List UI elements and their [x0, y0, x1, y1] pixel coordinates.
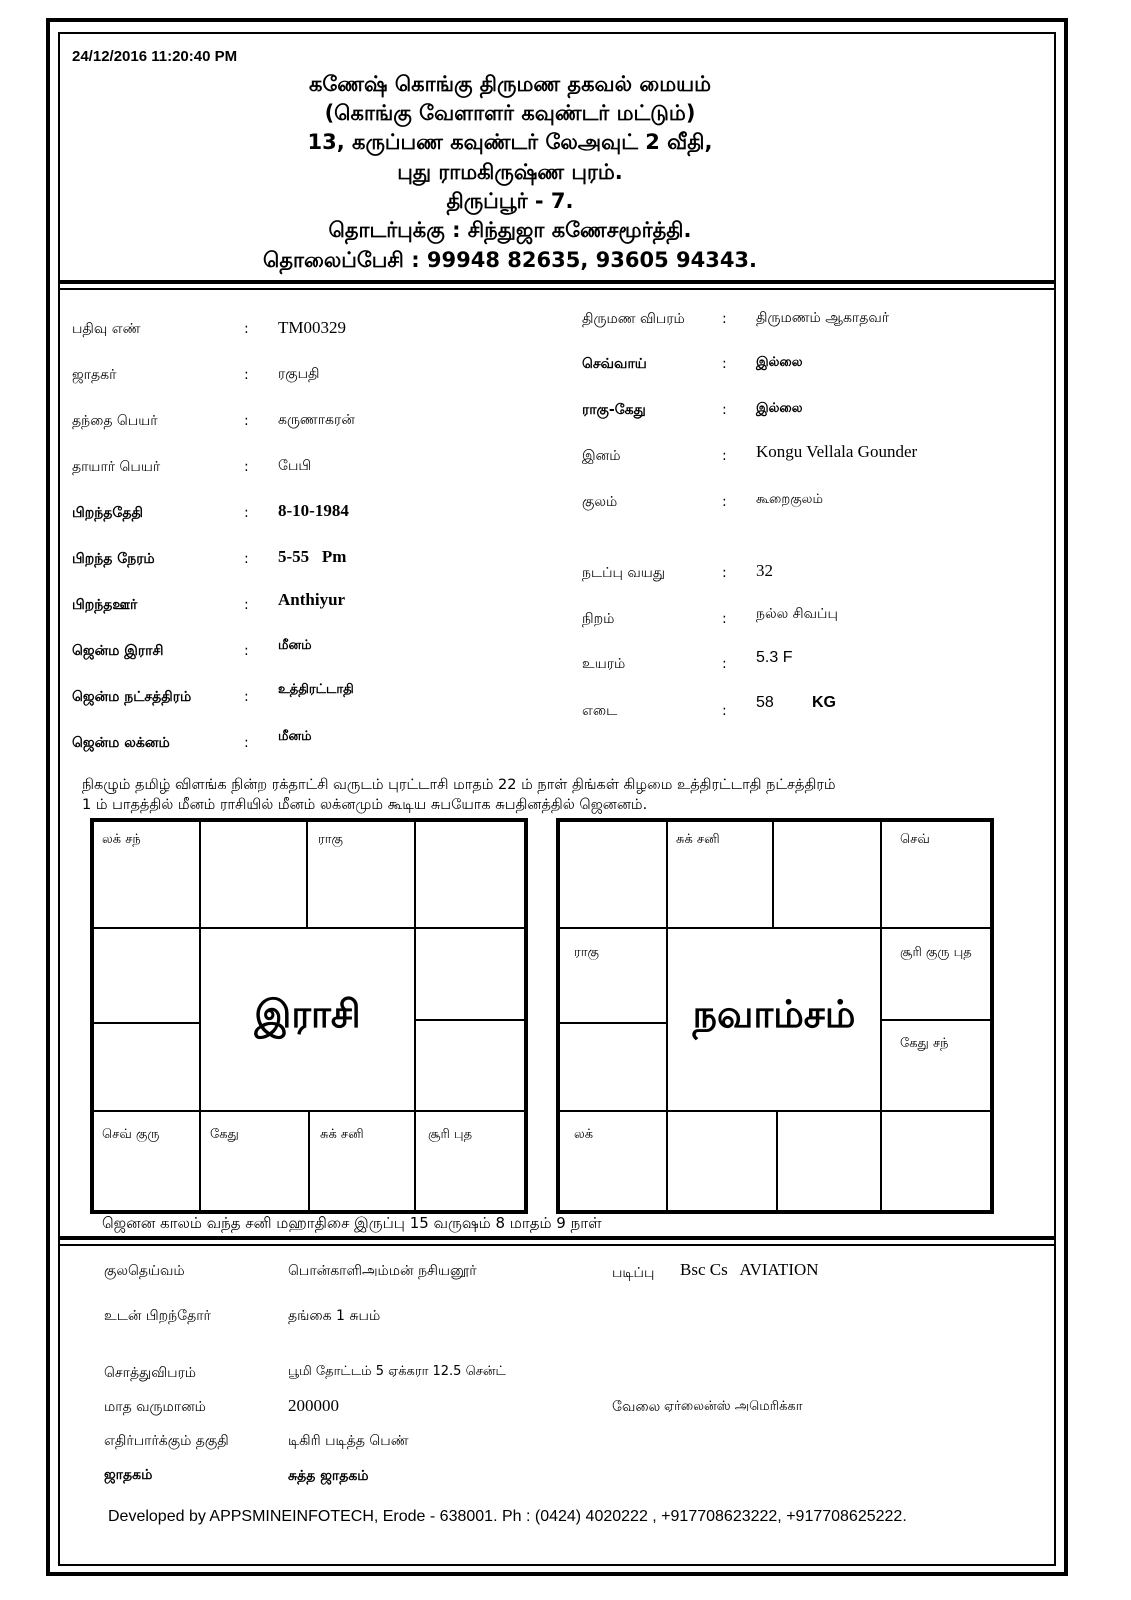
- colon: :: [244, 597, 249, 613]
- center-community: (கொங்கு வேளாளர் கவுண்டர் மட்டும்): [324, 101, 696, 125]
- detail-label: எடை: [582, 703, 618, 719]
- marital-status: திருமணம் ஆகாதவர்: [756, 310, 890, 326]
- navamsam-grid-line: [880, 1110, 882, 1214]
- janma-lagnam: மீனம்: [278, 729, 312, 744]
- navamsam-grid-line: [776, 1110, 778, 1214]
- janma-star: உத்திரட்டாதி: [278, 682, 354, 697]
- colon: :: [722, 565, 727, 581]
- detail-label: குலம்: [582, 494, 618, 510]
- navamsam-house-3: செவ்: [900, 832, 930, 847]
- rasi-chart-title: இராசி: [254, 992, 361, 1036]
- colon: :: [244, 551, 249, 567]
- colon: :: [722, 494, 727, 510]
- detail-label: தந்தை பெயர்: [72, 413, 158, 429]
- center-address-city: திருப்பூர் - 7.: [446, 189, 574, 213]
- rasi-grid-line: [90, 927, 528, 929]
- expectation-value: டிகிரி படித்த பெண்: [288, 1433, 409, 1449]
- detail-label: பதிவு எண்: [72, 321, 141, 337]
- job-value: ஏர்லைன்ஸ் அமெரிக்கா: [664, 1399, 803, 1414]
- center-contact: தொடர்புக்கு : சிந்துஜா கணேசமூர்த்தி.: [328, 218, 692, 242]
- kuladeivam-label: குலதெய்வம்: [104, 1263, 185, 1279]
- rasi-grid-line: [199, 818, 201, 1112]
- detail-label: ஜென்ம நட்சத்திரம்: [72, 689, 192, 705]
- center-address-area: புது ராமகிருஷ்ண புரம்.: [397, 160, 623, 184]
- job-label: வேலை: [612, 1399, 661, 1415]
- height: 5.3 F: [756, 649, 793, 666]
- income-label: மாத வருமானம்: [104, 1399, 206, 1415]
- colon: :: [244, 367, 249, 383]
- weight-unit: KG: [812, 694, 836, 711]
- expectation-label: எதிர்பார்க்கும் தகுதி: [104, 1433, 229, 1449]
- birth-time: 5-55 Pm: [278, 547, 347, 566]
- header-divider: [58, 280, 1056, 284]
- siblings-label: உடன் பிறந்தோர்: [104, 1308, 211, 1324]
- rasi-grid-line: [308, 1110, 310, 1214]
- colon: :: [244, 643, 249, 659]
- rasi-grid-line: [90, 1022, 200, 1024]
- detail-label: ஜென்ம இராசி: [72, 643, 164, 659]
- rasi-grid-line: [416, 1019, 528, 1021]
- detail-label: ஜாதகர்: [72, 367, 117, 383]
- navamsam-chart-title: நவாம்சம்: [692, 992, 856, 1036]
- navamsam-grid-line: [880, 818, 882, 1112]
- detail-label: திருமண விபரம்: [582, 311, 685, 327]
- navamsam-grid-line: [556, 1110, 994, 1112]
- developer-footer: Developed by APPSMINEINFOTECH, Erode - 638001. Ph : (0424) 4020222 , +917708623222, +917708625222.: [108, 1508, 907, 1525]
- register-number: TM00329: [278, 318, 346, 337]
- rasi-grid-line: [306, 818, 308, 928]
- navamsam-grid-line: [772, 818, 774, 928]
- colon: :: [722, 311, 727, 327]
- detail-label: ஜென்ம லக்னம்: [72, 735, 170, 751]
- birth-paragraph-line-2: 1 ம் பாதத்தில் மீனம் ராசியில் மீனம் லக்னமும் கூடிய சுபயோக சுபதினத்தில் ஜெனனம்.: [82, 797, 648, 813]
- kulam: கூறைகுலம்: [756, 492, 823, 507]
- weight: 58: [756, 694, 774, 711]
- education-label: படிப்பு: [612, 1265, 655, 1281]
- detail-label: தாயார் பெயர்: [72, 459, 161, 475]
- income-value: 200000: [288, 1396, 339, 1415]
- father-name: கருணாகரன்: [278, 412, 355, 428]
- birth-date: 8-10-1984: [278, 501, 349, 520]
- navamsam-house-9: லக்: [574, 1127, 594, 1142]
- dasa-balance: ஜெனன காலம் வந்த சனி மஹாதிசை இருப்பு 15 வருஷம் 8 மாதம் 9 நாள்: [102, 1214, 602, 1232]
- detail-label: இனம்: [582, 448, 621, 464]
- property-label: சொத்துவிபரம்: [104, 1365, 197, 1381]
- navamsam-house-4: சூரி குரு புத: [900, 945, 972, 960]
- siblings-value: தங்கை 1 சுபம்: [288, 1308, 381, 1324]
- detail-label: பிறந்ததேதி: [72, 505, 143, 521]
- community: Kongu Vellala Gounder: [756, 442, 918, 461]
- colon: :: [244, 735, 249, 751]
- center-name: கணேஷ் கொங்கு திருமண தகவல் மையம்: [308, 72, 712, 96]
- rasi-grid-line: [414, 1110, 416, 1214]
- jathagam-label: ஜாதகம்: [104, 1467, 153, 1483]
- education-value: Bsc Cs AVIATION: [680, 1260, 819, 1279]
- colon: :: [244, 689, 249, 705]
- colon: :: [722, 703, 727, 719]
- birth-place: Anthiyur: [278, 590, 346, 609]
- navamsam-grid-line: [556, 1022, 666, 1024]
- janma-rasi: மீனம்: [278, 638, 312, 653]
- rasi-house-2: ராகு: [318, 832, 343, 847]
- rasi-house-12: லக் சந்: [102, 832, 141, 847]
- colon: :: [722, 656, 727, 672]
- detail-label: ராகு-கேது: [582, 402, 646, 418]
- navamsam-house-11: ராகு: [574, 945, 599, 960]
- mother-name: பேபி: [278, 458, 312, 474]
- colon: :: [244, 413, 249, 429]
- candidate-name: ரகுபதி: [278, 366, 320, 382]
- property-value: பூமி தோட்டம் 5 ஏக்கரா 12.5 சென்ட்: [288, 1364, 506, 1379]
- colon: :: [244, 505, 249, 521]
- navamsam-house-5: கேது சந்: [900, 1036, 949, 1051]
- birth-paragraph-line-1: நிகழும் தமிழ் விளங்க நின்ற ரக்தாட்சி வருடம் புரட்டாசி மாதம் 22 ம் நாள் திங்கள் கிழமை உத்திரட்டாதி நட்சத்திரம்: [82, 777, 836, 793]
- rasi-house-6: சூரி புத: [428, 1127, 473, 1142]
- colon: :: [244, 321, 249, 337]
- navamsam-grid-line: [666, 1110, 668, 1214]
- rasi-house-7: சுக் சனி: [320, 1127, 364, 1142]
- detail-label: செவ்வாய்: [582, 356, 647, 372]
- chart-divider-thin: [58, 1244, 1056, 1246]
- navamsam-house-1: சுக் சனி: [676, 832, 720, 847]
- detail-label: நடப்பு வயது: [582, 565, 665, 581]
- rasi-grid-line: [414, 818, 416, 1112]
- kuladeivam-value: பொன்காளிஅம்மன் நசியனூர்: [288, 1263, 477, 1279]
- complexion: நல்ல சிவப்பு: [756, 606, 838, 622]
- detail-label: பிறந்த நேரம்: [72, 551, 155, 567]
- jathagam-value: சுத்த ஜாதகம்: [288, 1468, 369, 1484]
- colon: :: [722, 611, 727, 627]
- colon: :: [722, 402, 727, 418]
- sevvai-dosham: இல்லை: [756, 355, 803, 370]
- center-address-street: 13, கருப்பண கவுண்டர் லேஅவுட் 2 வீதி,: [307, 130, 713, 154]
- rasi-house-9: செவ் குரு: [102, 1127, 160, 1142]
- navamsam-grid-line: [666, 818, 668, 1112]
- header-divider-thin: [58, 288, 1056, 290]
- colon: :: [722, 356, 727, 372]
- rasi-house-8: கேது: [210, 1127, 239, 1142]
- detail-label: நிறம்: [582, 611, 615, 627]
- detail-label: பிறந்தஊர்: [72, 597, 138, 613]
- navamsam-grid-line: [882, 1019, 994, 1021]
- timestamp: 24/12/2016 11:20:40 PM: [72, 48, 238, 65]
- rasi-grid-line: [199, 1110, 201, 1214]
- navamsam-grid-line: [556, 927, 994, 929]
- detail-label: உயரம்: [582, 656, 626, 672]
- chart-divider: [58, 1236, 1056, 1240]
- center-phone: தொலைப்பேசி : 99948 82635, 93605 94343.: [262, 248, 758, 272]
- colon: :: [722, 448, 727, 464]
- colon: :: [244, 459, 249, 475]
- current-age: 32: [756, 561, 773, 580]
- ragu-kethu-dosham: இல்லை: [756, 401, 803, 416]
